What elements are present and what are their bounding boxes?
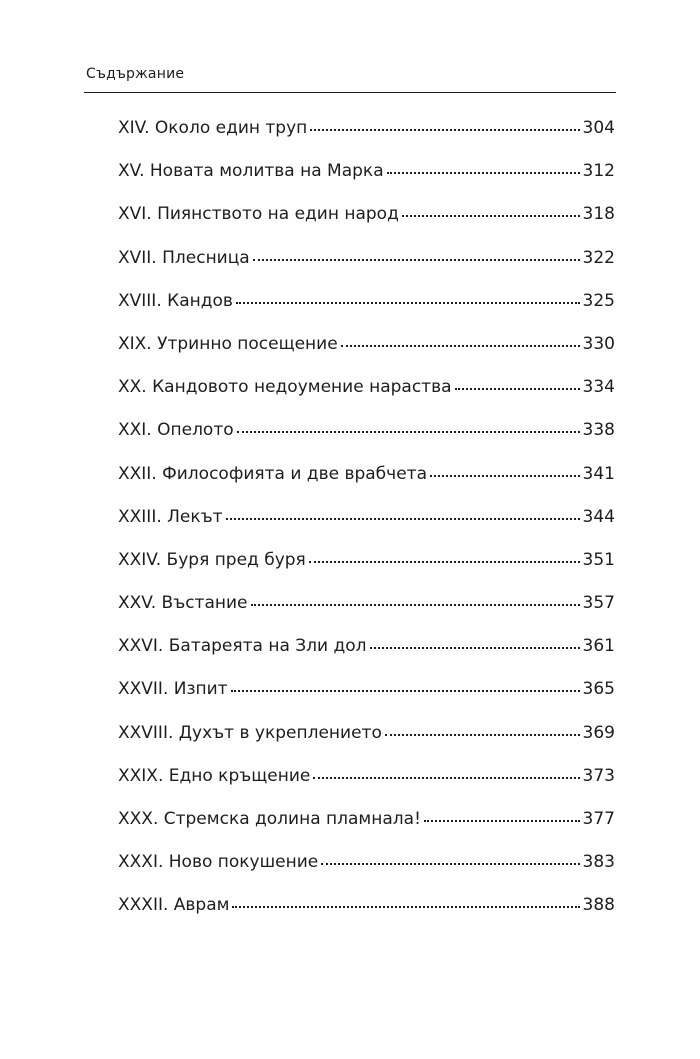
dot-leader xyxy=(370,647,580,649)
toc-entry-page-number: 351 xyxy=(582,549,615,570)
dot-leader xyxy=(232,906,579,908)
dot-leader xyxy=(455,388,580,390)
toc-entry-page-number: 312 xyxy=(582,161,615,182)
dot-leader xyxy=(309,561,580,563)
toc-entry-title: XXXI. Ново покушение xyxy=(118,852,319,873)
toc-entry xyxy=(118,809,615,852)
dot-leader xyxy=(236,302,580,304)
toc-entry xyxy=(118,334,615,377)
toc-entry xyxy=(118,377,615,420)
header-rule xyxy=(84,92,616,93)
dot-leader xyxy=(424,820,580,822)
toc-entry-page-number: 377 xyxy=(582,809,615,829)
toc-entry-title: XXII. Философията и две врабчета xyxy=(118,463,427,484)
toc-entry xyxy=(118,636,615,679)
toc-entry-title: XIX. Утринно посещение xyxy=(118,333,338,354)
toc-entry xyxy=(118,291,615,334)
toc-entry-title: XVII. Плесница xyxy=(118,247,250,268)
toc-entry xyxy=(118,248,615,291)
toc-entry-title: XXIII. Лекът xyxy=(118,506,223,527)
toc-entry-title: XXIV. Буря пред буря xyxy=(118,549,306,570)
running-title: Съдържание xyxy=(86,66,185,82)
toc-entry-page-number: 361 xyxy=(582,636,615,657)
toc-entry xyxy=(118,766,615,809)
dot-leader xyxy=(341,345,580,347)
dot-leader xyxy=(430,475,580,477)
dot-leader xyxy=(310,129,579,131)
toc-entry xyxy=(118,464,615,507)
toc-entry-page-number: 341 xyxy=(582,463,615,484)
toc-entry xyxy=(118,679,615,722)
toc-entry-title: XXVIII. Духът в укреплението xyxy=(118,722,382,743)
dot-leader xyxy=(231,690,580,692)
dot-leader xyxy=(253,259,580,261)
toc-entry-title: XXXII. Аврам xyxy=(118,895,230,916)
toc-entry xyxy=(118,204,615,247)
toc-entry-title: XIV. Около един труп xyxy=(118,118,308,138)
dot-leader xyxy=(402,215,580,217)
toc-entry xyxy=(118,852,615,895)
toc-entry-title: XXX. Стремска долина пламнала! xyxy=(118,809,421,829)
dot-leader xyxy=(251,604,580,606)
toc-entry-title: XXVII. Изпит xyxy=(118,679,228,700)
toc-entry-page-number: 338 xyxy=(582,420,615,441)
toc-entry-page-number: 365 xyxy=(582,679,615,700)
dot-leader xyxy=(237,431,580,433)
dot-leader xyxy=(385,734,580,736)
toc-entry-page-number: 373 xyxy=(582,765,615,786)
toc-entry-title: XXIX. Едно кръщение xyxy=(118,765,311,786)
toc-entry-page-number: 334 xyxy=(582,377,615,398)
dot-leader xyxy=(226,518,580,520)
toc-entry-page-number: 318 xyxy=(582,204,615,225)
toc-entry-title: XVIII. Кандов xyxy=(118,290,233,311)
toc-entry xyxy=(118,118,615,161)
toc-entry-title: XVI. Пиянството на един народ xyxy=(118,204,399,225)
toc-entry-title: XX. Кандовото недоумение нараства xyxy=(118,377,452,398)
toc-entry-page-number: 388 xyxy=(582,895,615,916)
toc-entry-page-number: 304 xyxy=(582,118,615,138)
toc-entry xyxy=(118,550,615,593)
dot-leader xyxy=(313,777,579,779)
toc-entry-title: XXVI. Батареята на Зли дол xyxy=(118,636,367,657)
toc-entry-page-number: 322 xyxy=(582,247,615,268)
toc-entry-title: XXV. Въстание xyxy=(118,593,248,614)
toc-entry xyxy=(118,420,615,463)
toc-entry xyxy=(118,895,615,938)
toc-entry xyxy=(118,507,615,550)
dot-leader xyxy=(321,863,579,865)
toc-entry-page-number: 325 xyxy=(582,290,615,311)
toc-entry xyxy=(118,161,615,204)
toc-entry-page-number: 369 xyxy=(582,722,615,743)
toc-entry-page-number: 357 xyxy=(582,593,615,614)
toc-entry-title: XV. Новата молитва на Марка xyxy=(118,161,384,182)
toc-entry-page-number: 330 xyxy=(582,333,615,354)
toc-entry-page-number: 344 xyxy=(582,506,615,527)
toc-entry xyxy=(118,593,615,636)
toc-entry xyxy=(118,723,615,766)
dot-leader xyxy=(387,172,580,174)
toc-entry-title: XXI. Опелото xyxy=(118,420,234,441)
toc-entry-page-number: 383 xyxy=(582,852,615,873)
table-of-contents xyxy=(118,118,615,939)
